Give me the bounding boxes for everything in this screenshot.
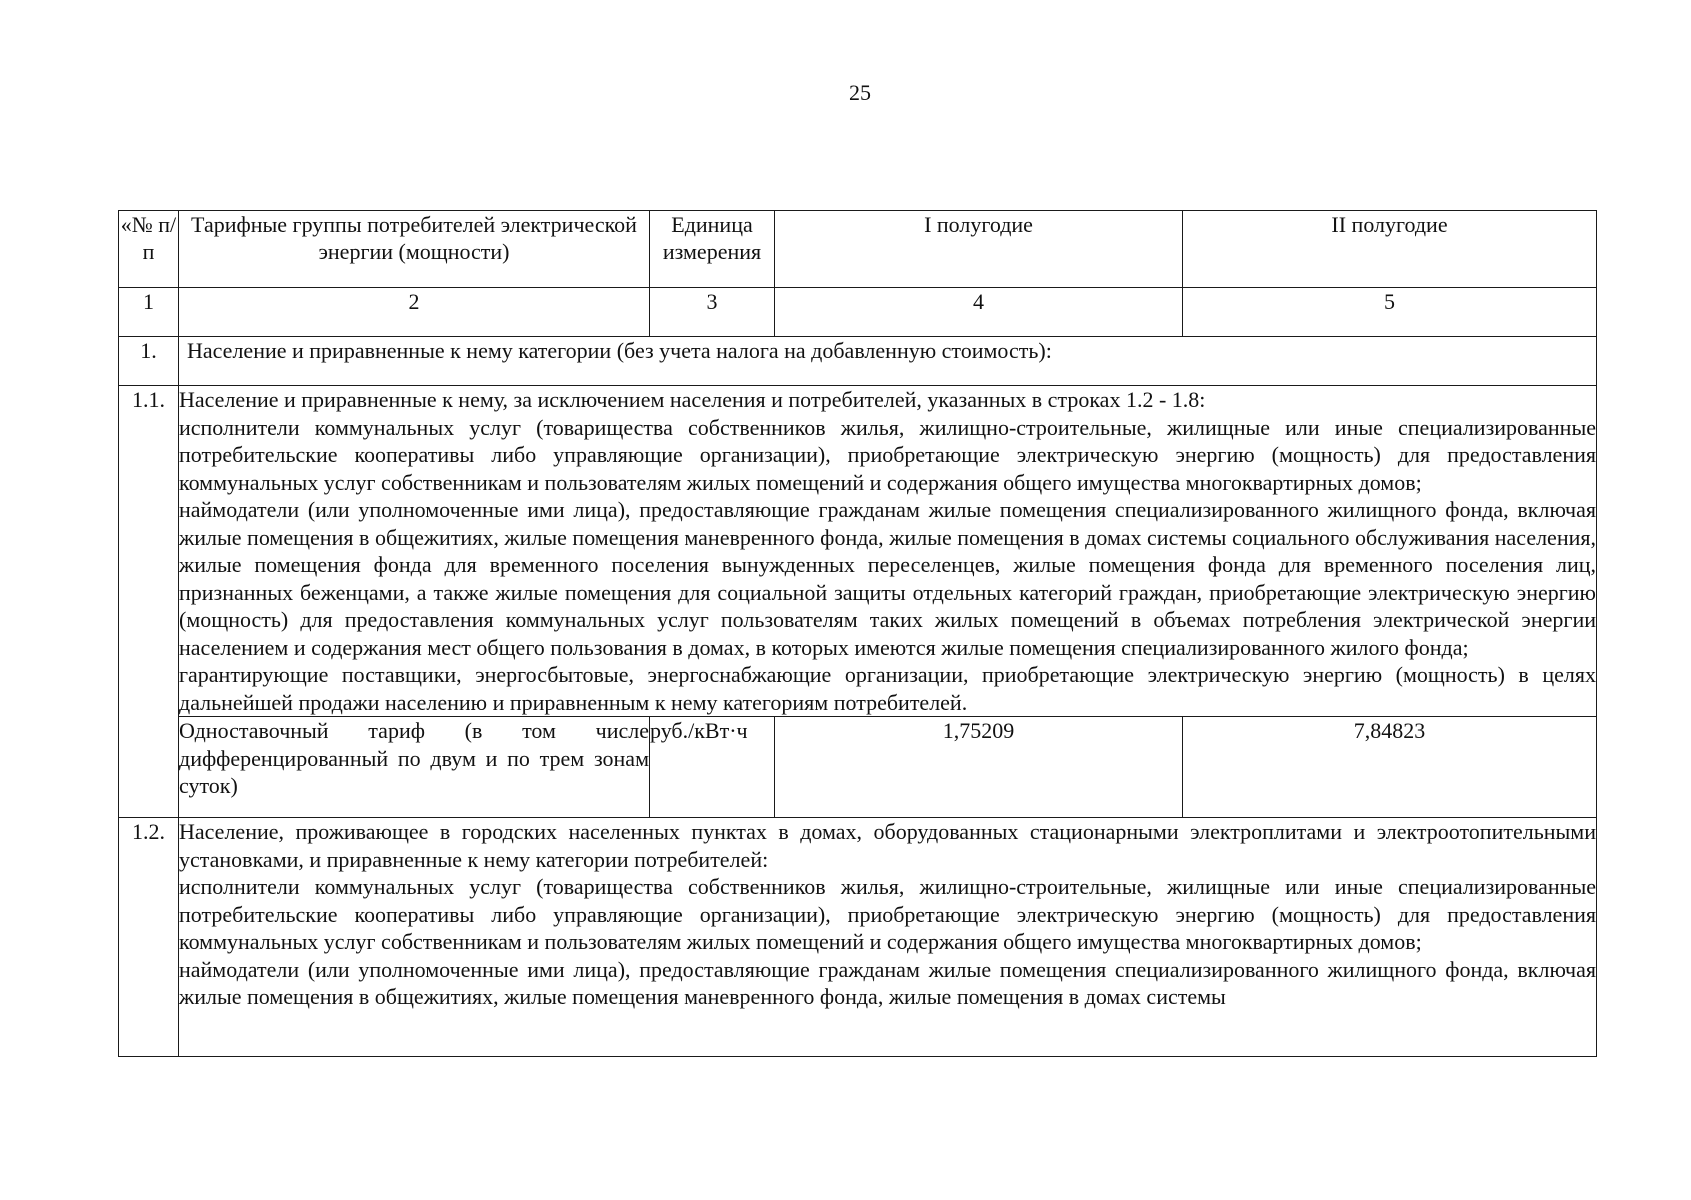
row-index: 1.2. [119, 818, 179, 1057]
description-paragraph: наймодатели (или уполномоченные ими лица), предоставляющие гражданам жилые помещения специализированного жилищного фонда, включая жилые помещения в общежитиях, жилые помещения маневренного фонда, жилые помещения в домах системы [179, 956, 1596, 1009]
row-index: 1.1. [119, 386, 179, 818]
tariff-value-first-half: 1,75209 [775, 717, 1183, 818]
description-paragraph: Население, проживающее в городских населенных пунктах в домах, оборудованных стационарными электроплитами и электроотопительными установками, и приравненные к нему категории потребителей: [179, 819, 1596, 872]
header-row [119, 211, 1597, 288]
section-1-row [119, 337, 1597, 386]
section-1-2-row [119, 818, 1597, 1057]
description-paragraph: гарантирующие поставщики, энергосбытовые, энергоснабжающие организации, приобретающие электрическую энергию (мощность) в целях дальнейшей продажи населению и приравненным к нему категориям потребителей. [179, 662, 1596, 715]
section-title: Население и приравненные к нему категории (без учета налога на добавленную стоимость): [179, 337, 1597, 386]
description-paragraph: Население и приравненные к нему, за исключением населения и потребителей, указанных в строках 1.2 - 1.8: [179, 387, 1206, 412]
section-1-1-row [119, 386, 1597, 717]
tariff-unit: руб./кВт·ч [650, 717, 775, 818]
column-number: 1 [119, 288, 179, 337]
section-description [179, 386, 1597, 717]
column-number: 5 [1183, 288, 1597, 337]
tariff-value-second-half: 7,84823 [1183, 717, 1597, 818]
column-number: 4 [775, 288, 1183, 337]
header-number: «№ п/п [119, 211, 179, 288]
row-index: 1. [119, 337, 179, 386]
page-number: 25 [849, 80, 871, 105]
description-paragraph: наймодатели (или уполномоченные ими лица), предоставляющие гражданам жилые помещения специализированного жилищного фонда, включая жилые помещения в общежитиях, жилые помещения маневренного фонда, жилые помещения в домах системы социального обслуживания населения, жилые помещения фонда для временного поселения вынужденных переселенцев, жилые помещения фонда для временного поселения лиц, признанных беженцами, а также жилые помещения для социальной защиты отдельных категорий граждан, приобретающие электрическую энергию (мощность) для предоставления коммунальных услуг пользователям таких жилых помещений в объемах потребления электрической энергии населением и содержания мест общего пользования в домах, в которых имеются жилые помещения специализированного жилого фонда; [179, 497, 1596, 660]
header-first-half: I полугодие [775, 211, 1183, 288]
column-number: 2 [179, 288, 650, 337]
section-description [179, 818, 1597, 1057]
tariff-row [119, 717, 1597, 818]
column-number-row [119, 288, 1597, 337]
description-paragraph: исполнители коммунальных услуг (товарищества собственников жилья, жилищно-строительные, жилищные или иные специализированные потребительские кооперативы либо управляющие организации), приобретающие электрическую энергию (мощность) для предоставления коммунальных услуг собственникам и пользователям жилых помещений и содержания общего имущества многоквартирных домов; [179, 874, 1596, 954]
column-number: 3 [650, 288, 775, 337]
description-paragraph: исполнители коммунальных услуг (товарищества собственников жилья, жилищно-строительные, жилищные или иные специализированные потребительские кооперативы либо управляющие организации), приобретающие электрическую энергию (мощность) для предоставления коммунальных услуг собственникам и пользователям жилых помещений и содержания общего имущества многоквартирных домов; [179, 414, 1596, 495]
header-tariff-groups: Тарифные группы потребителей электрической энергии (мощности) [179, 211, 650, 288]
tariff-table [118, 210, 1597, 1057]
tariff-name: Одноставочный тариф (в том числе дифференцированный по двум и по трем зонам суток) [179, 717, 650, 818]
header-second-half: II полугодие [1183, 211, 1597, 288]
header-unit: Единица измерения [650, 211, 775, 288]
